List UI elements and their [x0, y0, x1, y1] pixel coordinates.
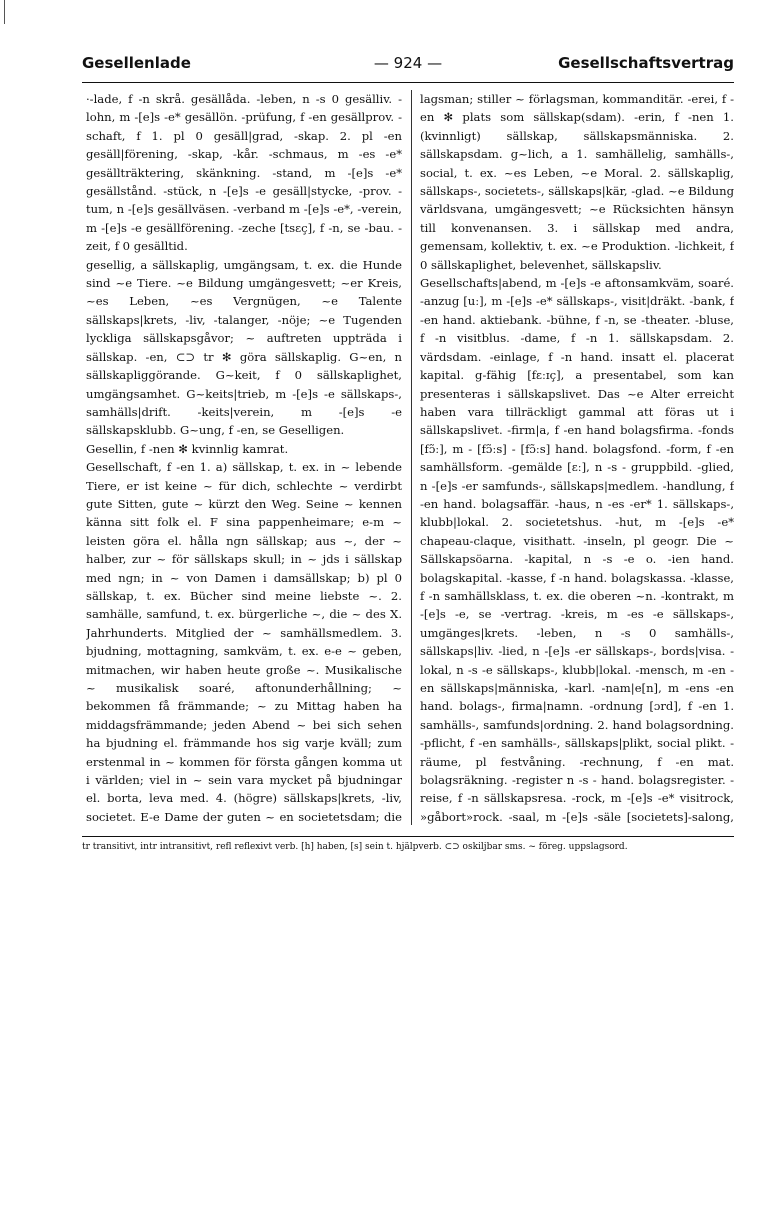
entry-paragraph: Gesellschafts|abend, m -[e]s -e aftonsamkväm, soaré. -anzug [uː], m -[e]s -e* sällskaps-, visit|dräkt. -bank, f -en hand. aktiebank. -bühne, f -n, se -theater. -bluse, f -n visitblus. -dame, f -n 1. sällskapsdam. 2. värdsdam. -einlage, f -n hand. insatt el. placerat kapital. g-fähig [fɛːɪç], a presentabel, som kan presenteras i sällskapslivet. Das ~e Alter erreicht haben vara tillräckligt gammal att föras ut i sällskapslivet. -firm|a, f -en hand bolagsfirma. -fonds [fɔ̃ː], m - [fɔ̃ːs] - [fɔ̃ːs] hand. bolagsfond. -form, f -en samhällsform. -gemälde [ɛː], n -s - gruppbild. -glied, n -[e]s -er samfunds-, sällskaps|medlem. -handlung, f -en hand. bolagsaffär. -haus, n -es -er* 1. sällskaps-, klubb|lokal. 2. societetshus. -hut, m -[e]s -e* chapeau-claque, visithatt. -inseln, pl geogr. Die ~ Sällskapsöarna. -kapital, n -s -e o. -ien hand. bolagskapital. -kasse, f -n hand. bolagskassa. -klasse, f -n samhällsklass, t. ex. die oberen ~n. -kontrakt, m -[e]s -e, se -vertrag. -kreis, m -es -e sällskaps-, umgänges|krets. -leben, n -s 0 samhälls-, sällskaps|liv. -lied, n -[e]s -er sällskaps-, bords|visa. -lokal, n -s -e sällskaps-, klubb|lokal. -mensch, m -en -en sällskaps|människa, -karl. -nam|e[n], m -ens -en hand. bolags-, firma|namn. -ordnung [ɔrd], f -en 1. samhälls-, samfunds|ordning. 2. hand bolagsordning. -pflicht, f -en samhälls-, sällskaps|plikt, social plikt. -räume, pl festvåning. -rechnung, f -en mat. bolagsräkning. -register n -s - hand. bolagsregister. -reise, f -n sällskapsresa. -rock, m -[e]s -e* visitrock, »gåbort»rock. -saal, m -[e]s -säle [societets]-salong,: [420, 276, 734, 824]
entry-paragraph: lagsman; stiller ~ förlagsman, kommanditär. -erei, f -en ✻ plats som sällskap(sdam). -erin, f -nen 1. (kvinnligt) sällskap, sällskapsmänniska. 2. sällskapsdam. g~lich, a 1. samhällelig, samhälls-, social, t. ex. ~es Leben, ~e Moral. 2. sällskaplig, sällskaps-, societets-, sällskaps|kär, -glad. ~e Bildung världsvana, umgängesvett; ~e Rücksichten hänsyn till konvenansen. 3. i sällskap med andra, gemensam, kollektiv, t. ex. ~e Produktion. -lichkeit, f 0 sällskaplighet, belevenhet, sällskapsliv.: [420, 92, 734, 272]
left-column: [86, 90, 402, 828]
margin-mark: [4, 0, 5, 24]
abbreviation-legend: tr transitivt, intr intransitivt, refl reflexivt verb. [h] haben, [s] sein t. hjälpverb. ⊂⊃ oskiljbar sms. ~ föreg. uppslagsord.: [82, 842, 628, 852]
entry-paragraph: Gesellin, f -nen ✻ kvinnlig kamrat.: [86, 441, 289, 456]
page-header: [82, 52, 734, 76]
header-last-entry: Gesellschaftsvertrag: [558, 54, 734, 72]
right-column: [420, 90, 734, 828]
page-number: — 924 —: [373, 54, 443, 72]
column-divider: [411, 90, 412, 825]
entry-paragraph: gesellig, a sällskaplig, umgängsam, t. ex. die Hunde sind ~e Tiere. ~e Bildung umgängesvett; ~er Kreis, ~es Leben, ~es Vergnügen, ~e Talente sällskaps|krets, -liv, -talanger, -nöje; ~e Tugenden lyckliga sällskapsgåvor; ~ auftreten uppträda i sällskap. -en, ⊂⊃ tr ✻ göra sällskaplig. G~en, n sällskapliggörande. G~keit, f 0 sällskaplighet, umgängsamhet. G~keits|trieb, m -[e]s -e sällskaps-, samhälls|drift. -keits|verein, m -[e]s -e sällskapsklubb. G~ung, f -en, se Geselligen.: [86, 257, 402, 438]
header-rule: [82, 82, 734, 83]
header-first-entry: Gesellenlade: [82, 54, 191, 72]
entry-paragraph: ·-lade, f -n skrå. gesällåda. -leben, n -s 0 gesälliv. -lohn, m -[e]s -e* gesällön. -prüfung, f -en gesällprov. -schaft, f 1. pl 0 gesäll|grad, -skap. 2. pl -en gesäll|förening, -skap, -kår. -schmaus, m -es -e* gesällträktering, skänkning. -stand, m -[e]s -e* gesällstånd. -stück, n -[e]s -e gesäll|stycke, -prov. -tum, n -[e]s gesällväsen. -verband m -[e]s -e*, -verein, m -[e]s -e gesällförening. -zeche [tsɛç], f -n, se -bau. -zeit, f 0 gesälltid.: [86, 92, 402, 254]
footer-rule: [82, 836, 734, 837]
entry-paragraph: Gesellschaft, f -en 1. a) sällskap, t. ex. in ~ lebende Tiere, er ist keine ~ für dich, schlechte ~ verdirbt gute Sitten, gute ~ kürzt den Weg. Seine ~ kennen känna sitt folk el. F sina pappenheimare; e-m ~ leisten göra el. hålla ngn sällskap; aus ~, der ~ halber, zur ~ för sällskaps skull; in ~ jds i sällskap med ngn; in ~ von Damen i damsällskap; b) pl 0 sällskap, t. ex. Bücher sind meine liebste ~. 2. samhälle, samfund, t. ex. bürgerliche ~, die ~ des X. Jahrhunderts. Mitglied der ~ samhällsmedlem. 3. bjudning, mottagning, samkväm, t. ex. e-e ~ geben, mitmachen, wir haben heute große ~. Musikalische ~ musikalisk soaré, aftonunderhållning; ~ bekommen få främmande; ~ zu Mittag haben ha middagsfrämmande; jeden Abend ~ bei sich sehen ha bjudning el. främmande hos sig varje kväll; zum erstenmal in ~ kommen för första gången komma ut i världen; viel in ~ sein vara mycket på bjudningar el. borta, leva med. 4. (högre) sällskaps|krets, -liv, societet. E-e Dame der guten ~ en societetsdam; die: [86, 460, 402, 824]
